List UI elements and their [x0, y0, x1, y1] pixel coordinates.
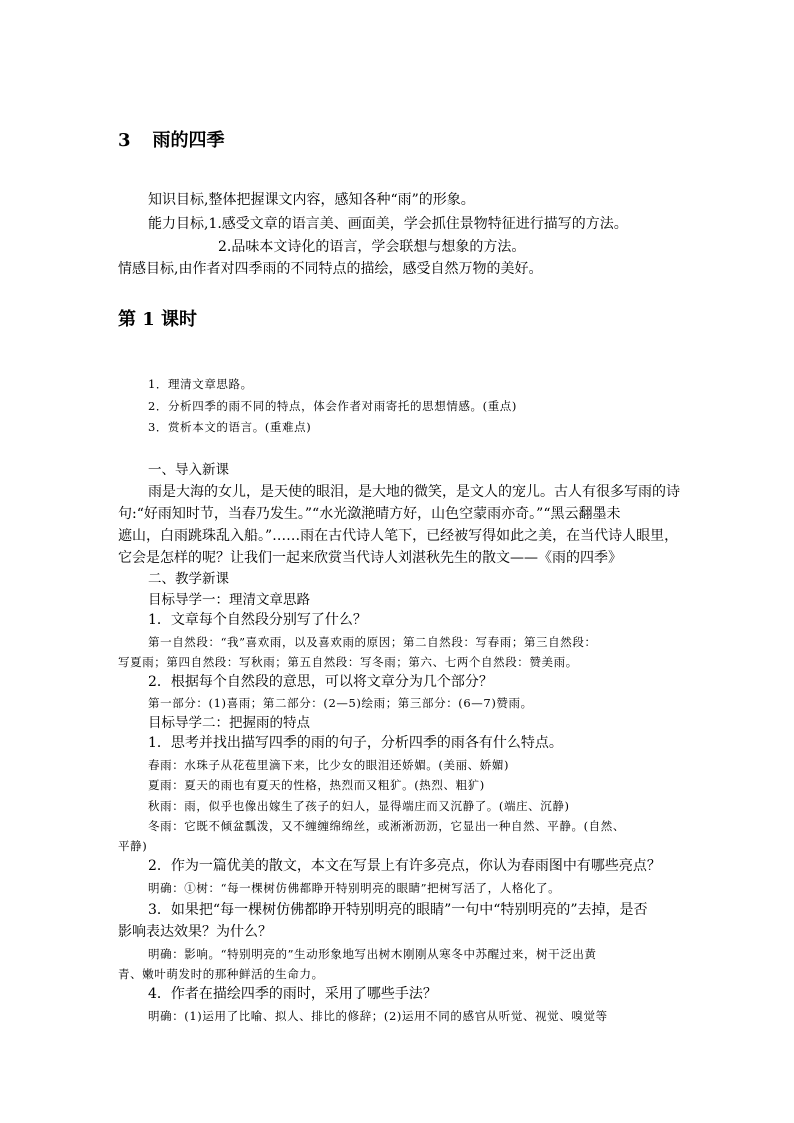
answer-5-line: 青、嫩叶萌发时的那种鲜活的生命力。 [118, 967, 324, 981]
goal-item: 3．赏析本文的语言。(重难点) [148, 420, 312, 434]
intro-line: 句:“好雨知时节，当春乃发生。”“水光潋滟晴方好，山色空蒙雨亦奇。”“黑云翻墨未 [118, 506, 621, 522]
question-5-cont: 影响表达效果？为什么？ [118, 924, 272, 940]
question-5: 3．如果把“每一棵树仿佛都睁开特别明亮的眼睛”一句中“特别明亮的”去掉，是否 [148, 902, 648, 918]
part2-heading: 二、教学新课 [148, 571, 229, 587]
intro-line: 雨是大海的女儿，是天使的眼泪，是大地的微笑，是文人的宠儿。古人有很多写雨的诗 [148, 484, 680, 500]
goal-item: 1．理清文章思路。 [148, 377, 253, 391]
answer-3-spring: 春雨：水珠子从花苞里滴下来，比少女的眼泪还娇媚。(美丽、娇媚) [148, 758, 510, 772]
answer-2: 第一部分：(1)喜雨；第二部分：(2—5)绘雨；第三部分：(6—7)赞雨。 [148, 696, 533, 710]
intro-line: 它会是怎样的呢？让我们一起来欣赏当代诗人刘湛秋先生的散文——《雨的四季》 [118, 550, 622, 566]
guide1-heading: 目标导学一：理清文章思路 [148, 592, 310, 608]
question-1: 1．文章每个自然段分别写了什么？ [148, 612, 367, 628]
question-3: 1．思考并找出描写四季的雨的句子，分析四季的雨各有什么特点。 [148, 735, 563, 751]
answer-4: 明确：①树：“每一棵树仿佛都睁开特别明亮的眼睛”把树写活了，人格化了。 [148, 881, 561, 895]
part1-heading: 一、导入新课 [148, 462, 229, 478]
answer-3-autumn: 秋雨：雨，似乎也像出嫁生了孩子的妇人，显得端庄而又沉静了。(端庄、沉静) [148, 799, 570, 813]
question-2: 2．根据每个自然段的意思，可以将文章分为几个部分？ [148, 674, 493, 690]
question-6: 4．作者在描绘四季的雨时，采用了哪些手法？ [148, 986, 437, 1002]
answer-3-summer: 夏雨：夏天的雨也有夏天的性格，热烈而又粗犷。(热烈、粗犷) [148, 778, 485, 792]
guide2-heading: 目标导学二：把握雨的特点 [148, 715, 310, 731]
lesson-title-text: 雨的四季 [152, 130, 225, 151]
answer-1-line: 第一自然段：“我”喜欢雨，以及喜欢雨的原因；第二自然段：写春雨；第三自然段： [148, 635, 597, 649]
lesson-number: 3 [118, 130, 131, 151]
objective-ability: 能力目标,1.感受文章的语言美、画面美，学会抓住景物特征进行描写的方法。 [148, 216, 628, 232]
answer-3-winter: 冬雨：它既不倾盆瓢泼，又不缠缠绵绵丝，或淅淅沥沥，它显出一种自然、平静。(自然、 [148, 819, 625, 833]
answer-5-line: 明确：影响。“特别明亮的”生动形象地写出树木刚刚从寒冬中苏醒过来，树干泛出黄 [148, 947, 597, 961]
objective-ability-2: 2.品味本文诗化的语言，学会联想与想象的方法。 [218, 239, 526, 255]
intro-line: 遮山，白雨跳珠乱入船。”……雨在古代诗人笔下，已经被写得如此之美，在当代诗人眼里， [118, 528, 679, 544]
lesson-title [118, 126, 225, 152]
section-title: 第 1 课时 [118, 309, 198, 330]
goal-item: 2．分析四季的雨不同的特点，体会作者对雨寄托的思想情感。(重点) [148, 399, 517, 413]
objective-knowledge: 知识目标,整体把握课文内容，感知各种“雨”的形象。 [148, 192, 475, 208]
objective-emotion: 情感目标,由作者对四季雨的不同特点的描绘，感受自然万物的美好。 [118, 261, 543, 277]
answer-1-line: 写夏雨；第四自然段：写秋雨；第五自然段：写冬雨；第六、七两个自然段：赞美雨。 [118, 655, 578, 669]
answer-3-winter-cont: 平静) [118, 839, 148, 853]
question-4: 2．作为一篇优美的散文，本文在写景上有许多亮点，你认为春雨图中有哪些亮点？ [148, 858, 661, 874]
answer-6: 明确：(1)运用了比喻、拟人、排比的修辞；(2)运用不同的感官从听觉、视觉、嗅觉等 [148, 1009, 608, 1023]
